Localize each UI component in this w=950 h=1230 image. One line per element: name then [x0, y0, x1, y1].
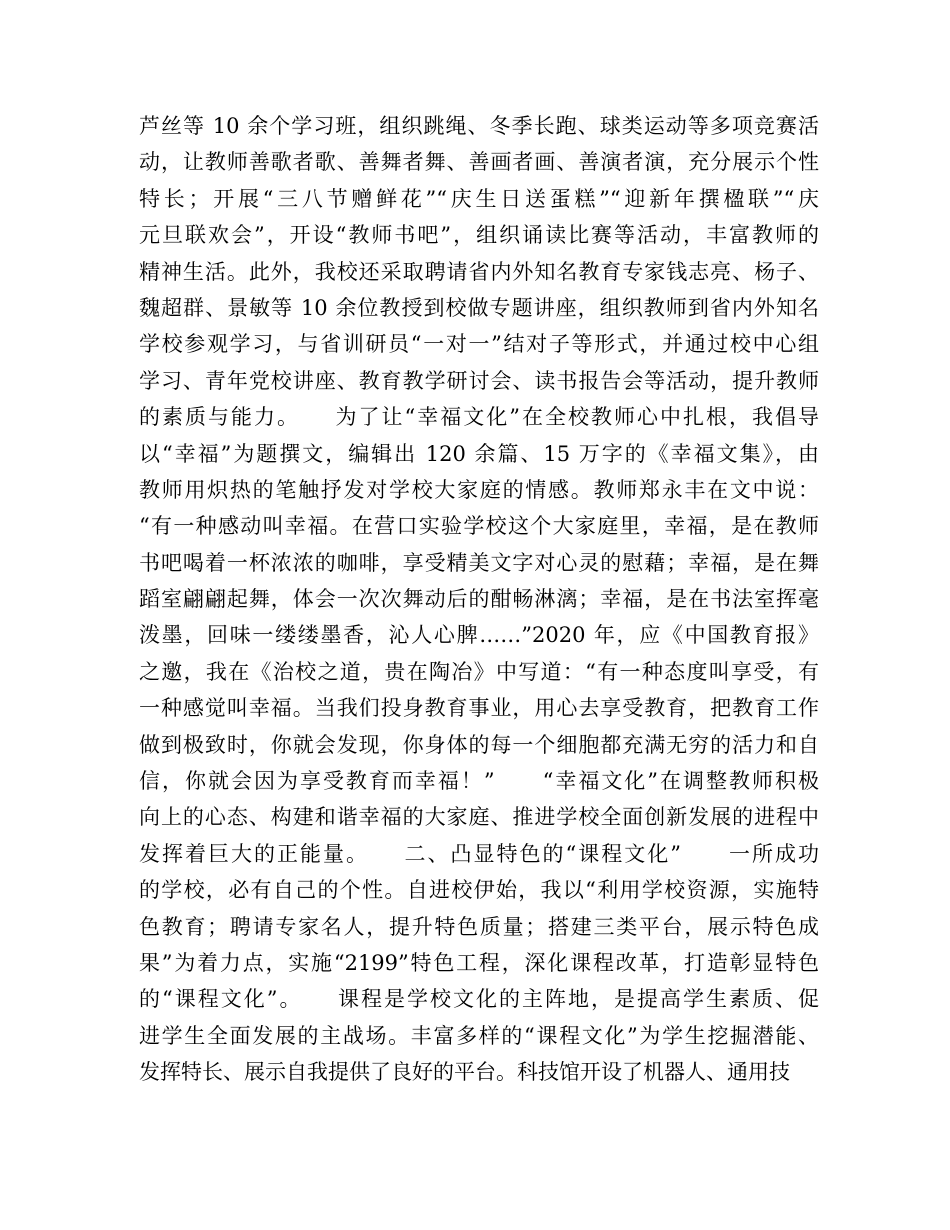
- text-line: 学习、青年党校讲座、教育教学研讨会、读书报告会等活动，提升教师: [139, 368, 819, 393]
- text-line: 元旦联欢会”，开设“教师书吧”，组织诵读比赛等活动，丰富教师的: [139, 223, 819, 248]
- text-line: 的学校，必有自己的个性。自进校伊始，我以“利用学校资源，实施特: [139, 878, 819, 903]
- text-line: 的素质与能力。 为了让“幸福文化”在全校教师心中扎根，我倡导: [139, 405, 819, 430]
- text-line: 进学生全面发展的主战场。丰富多样的“课程文化”为学生挖掘潜能、: [139, 1023, 819, 1048]
- text-line: 泼墨，回味一缕缕墨香，沁人心脾……”2020 年，应《中国教育报》: [139, 623, 819, 648]
- text-line: 学校参观学习，与省训研员“一对一”结对子等形式，并通过校中心组: [139, 332, 819, 357]
- text-line: “有一种感动叫幸福。在营口实验学校这个大家庭里，幸福，是在教师: [139, 514, 819, 539]
- text-line: 特长；开展“三八节赠鲜花”“庆生日送蛋糕”“迎新年撰楹联”“庆: [139, 186, 819, 211]
- text-line: 书吧喝着一杯浓浓的咖啡，享受精美文字对心灵的慰藉；幸福，是在舞: [139, 550, 819, 575]
- text-line: 精神生活。此外，我校还采取聘请省内外知名教育专家钱志亮、杨子、: [139, 259, 819, 284]
- text-line: 的“课程文化”。 课程是学校文化的主阵地，是提高学生素质、促: [139, 987, 819, 1012]
- text-line: 向上的心态、构建和谐幸福的大家庭、推进学校全面创新发展的进程中: [139, 805, 819, 830]
- text-line: 一种感觉叫幸福。当我们投身教育事业，用心去享受教育，把教育工作: [139, 696, 819, 721]
- text-line: 发挥特长、展示自我提供了良好的平台。科技馆开设了机器人、通用技: [139, 1060, 790, 1085]
- text-line: 果”为着力点，实施“2199”特色工程，深化课程改革，打造彰显特色: [139, 950, 819, 975]
- text-line: 色教育；聘请专家名人，提升特色质量；搭建三类平台，展示特色成: [139, 914, 819, 939]
- text-line: 之邀，我在《治校之道，贵在陶冶》中写道：“有一种态度叫享受，有: [139, 659, 819, 684]
- text-line: 发挥着巨大的正能量。 二、凸显特色的“课程文化” 一所成功: [139, 841, 819, 866]
- text-line: 信，你就会因为享受教育而幸福！” “幸福文化”在调整教师积极: [139, 769, 819, 794]
- text-line: 以“幸福”为题撰文，编辑出 120 余篇、15 万字的《幸福文集》，由: [139, 441, 819, 466]
- text-line: 蹈室翩翩起舞，体会一次次舞动后的酣畅淋漓；幸福，是在书法室挥毫: [139, 587, 819, 612]
- text-line: 动，让教师善歌者歌、善舞者舞、善画者画、善演者演，充分展示个性: [139, 150, 819, 175]
- text-line: 做到极致时，你就会发现，你身体的每一个细胞都充满无穷的活力和自: [139, 732, 819, 757]
- text-line: 魏超群、景敏等 10 余位教授到校做专题讲座，组织教师到省内外知名: [139, 295, 819, 320]
- text-line: 芦丝等 10 余个学习班，组织跳绳、冬季长跑、球类运动等多项竞赛活: [139, 114, 819, 138]
- body-text: [139, 108, 819, 1091]
- text-line: 教师用炽热的笔触抒发对学校大家庭的情感。教师郑永丰在文中说：: [139, 477, 819, 502]
